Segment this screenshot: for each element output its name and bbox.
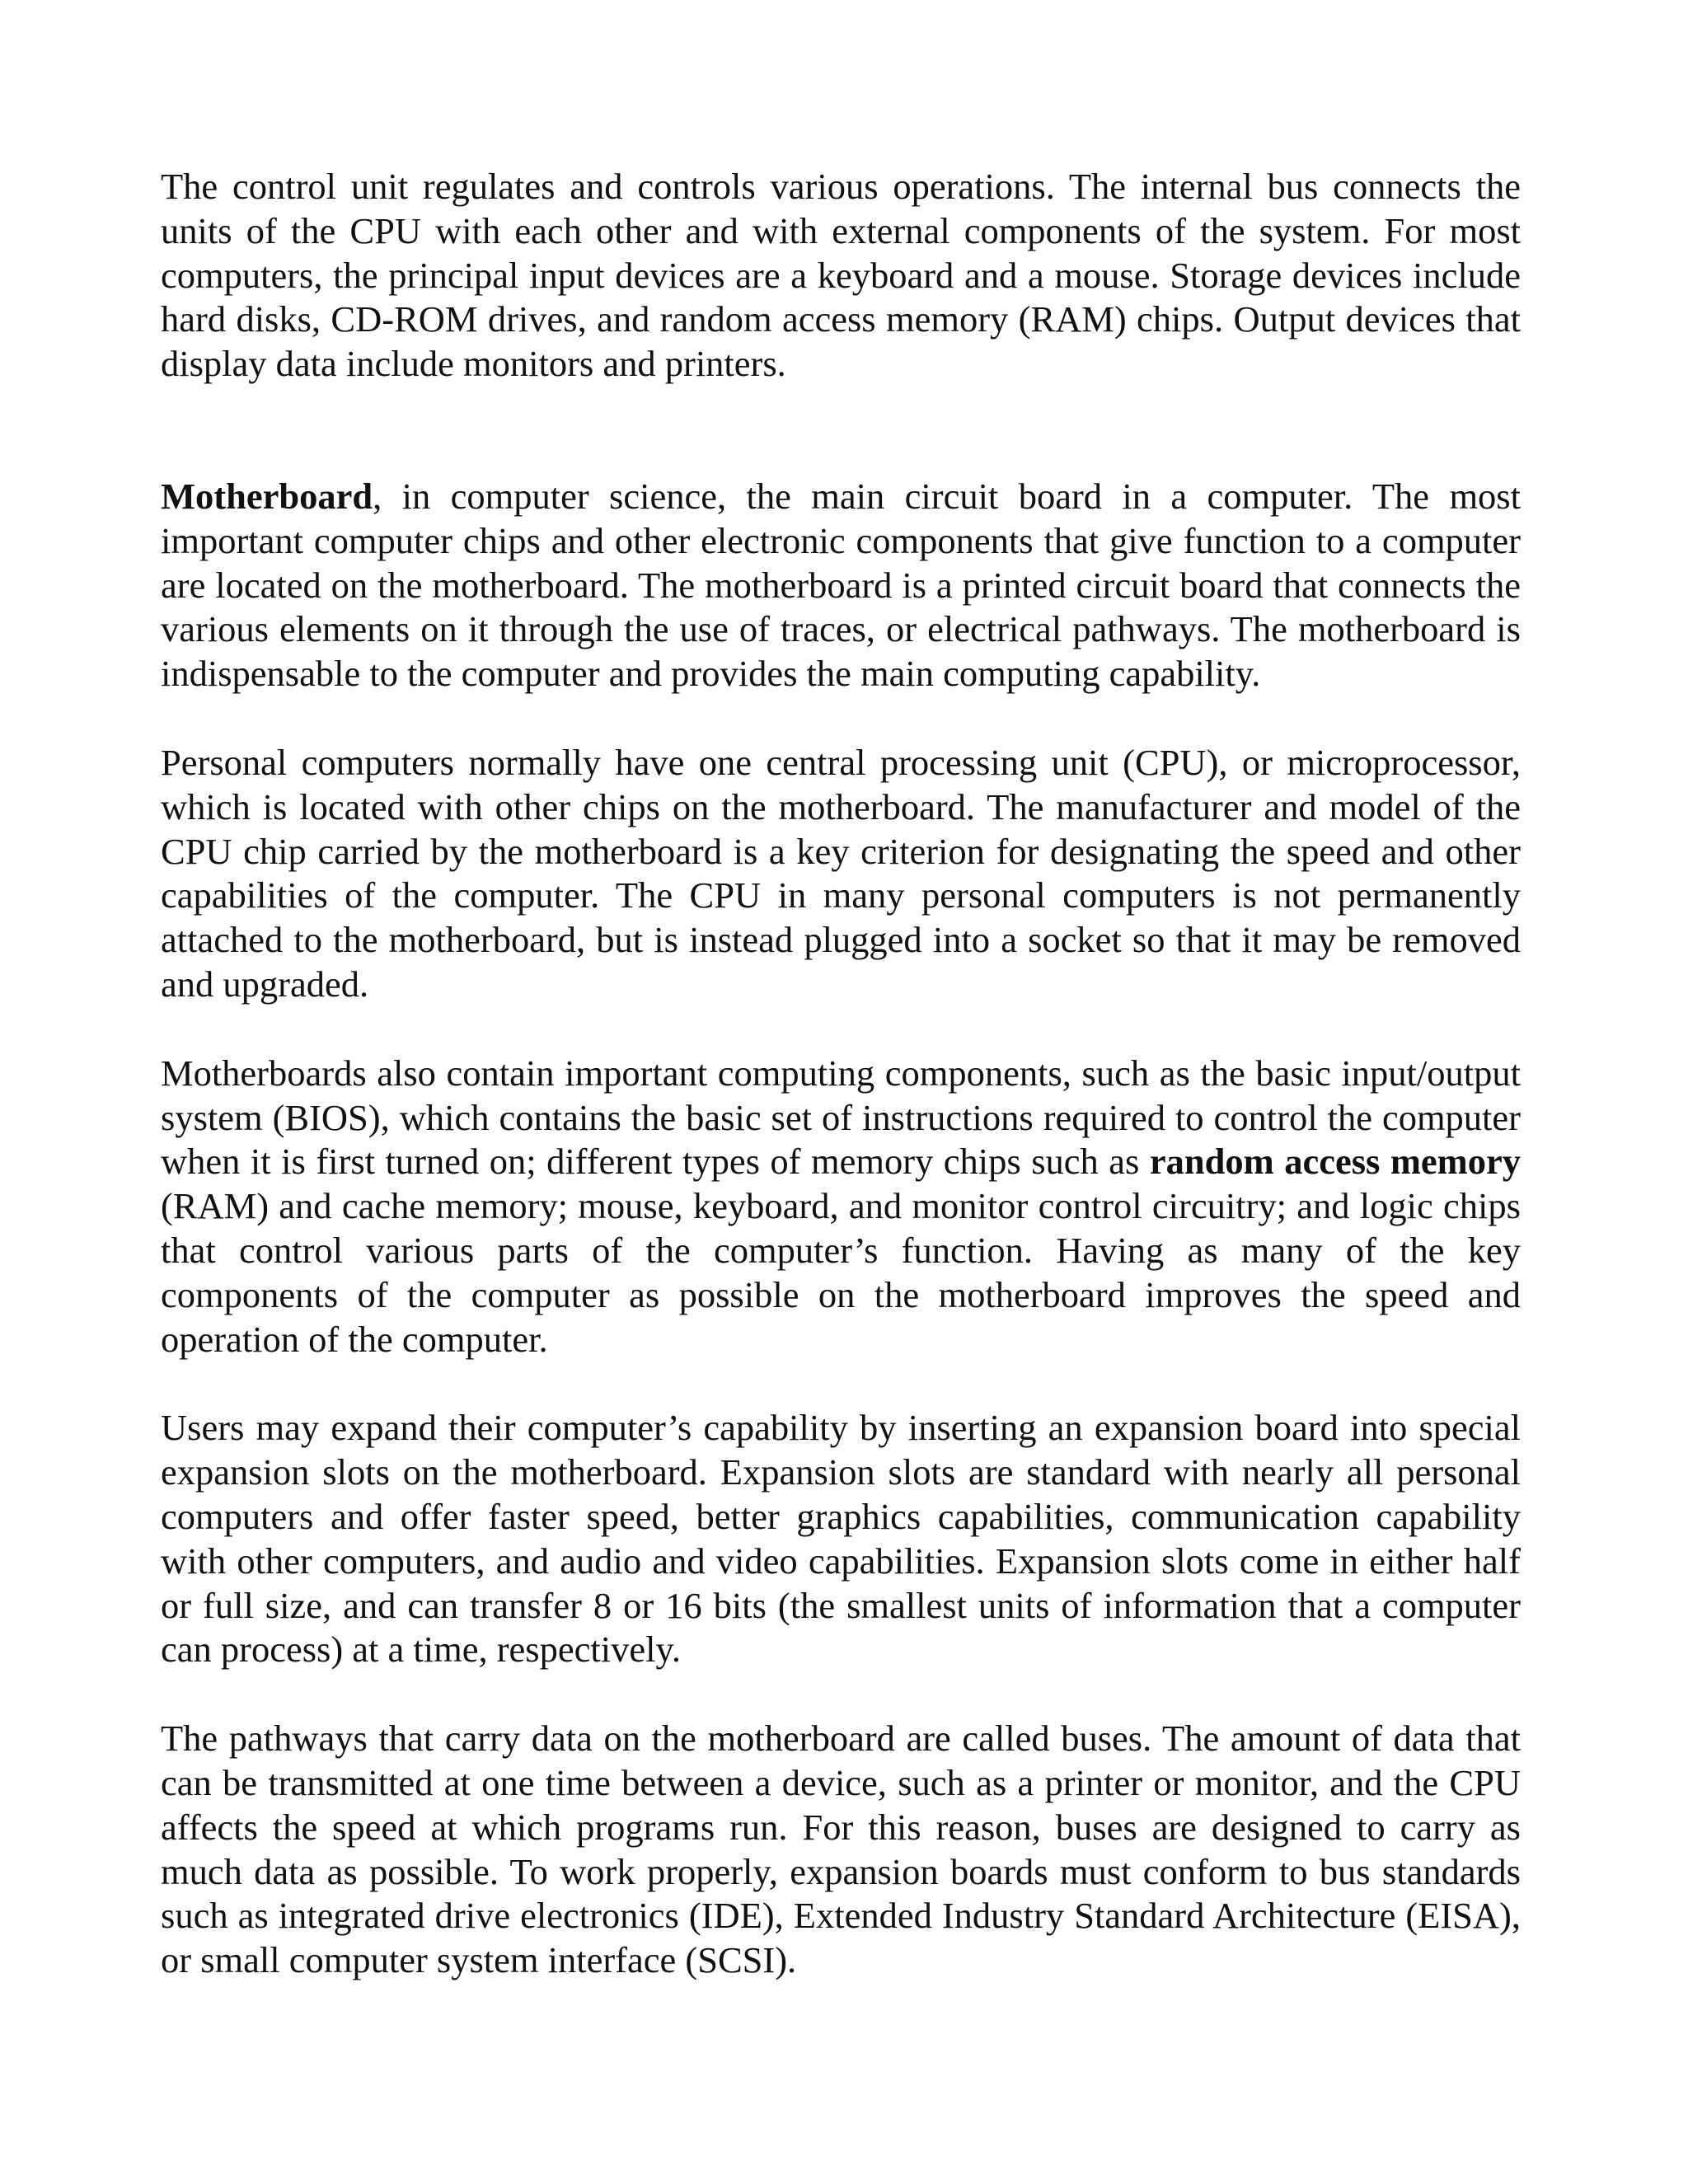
paragraph-components <box>161 1052 1521 1362</box>
paragraph-control-unit <box>161 165 1521 387</box>
paragraph-motherboard-definition <box>161 475 1521 696</box>
bold-term-random-access-memory: random access memory <box>1149 1141 1521 1183</box>
document-page <box>161 165 1521 1983</box>
paragraph-cpu <box>161 741 1521 1007</box>
paragraph-expansion-slots <box>161 1406 1521 1672</box>
bold-term-motherboard: Motherboard <box>161 475 373 517</box>
paragraph-text: Users may expand their computer’s capability by inserting an expansion board into special expansion slots on the motherboard. Expansion slots are standard with nearly all personal computers and offer faster speed, better graphics capabilities, communication capability with other computers, and audio and video capabilities. Expansion slots come in either half or full size, and can transfer 8 or 16 bits (the smallest units of information that a computer can process) at a time, respectively. <box>161 1407 1521 1671</box>
paragraph-buses <box>161 1717 1521 1983</box>
paragraph-text: Personal computers normally have one central processing unit (CPU), or microprocessor, which is located with other chips on the motherboard. The manufacturer and model of the CPU chip carried by the motherboard is a key criterion for designating the speed and other capabilities of the computer. The CPU in many personal computers is not permanently attached to the motherboard, but is instead plugged into a socket so that it may be removed and upgraded. <box>161 741 1521 1005</box>
paragraph-text: The pathways that carry data on the motherboard are called buses. The amount of data that can be transmitted at one time between a device, such as a printer or monitor, and the CPU affects the speed at which programs run. For this reason, buses are designed to carry as much data as possible. To work properly, expansion boards must conform to bus standards such as integrated drive electronics (IDE), Extended Industry Standard Architecture (EISA), or small computer system interface (SCSI). <box>161 1718 1521 1981</box>
paragraph-text-before: Motherboards also contain important computing components, such as the basic input/output system (BIOS), which contains the basic set of instructions required to control the computer when it is first turned on; different types of memory chips such as <box>161 1052 1521 1183</box>
paragraph-text-after: (RAM) and cache memory; mouse, keyboard, and monitor control circuitry; and logic chips that control various parts of the computer’s function. Having as many of the key components of the computer as possible on the motherboard improves the speed and operation of the computer. <box>161 1185 1521 1360</box>
paragraph-text: , in computer science, the main circuit board in a computer. The most important computer chips and other electronic components that give function to a computer are located on the motherboard. The motherboard is a printed circuit board that connects the various elements on it through the use of traces, or electrical pathways. The motherboard is indispensable to the computer and provides the main computing capability. <box>161 475 1521 695</box>
paragraph-text: The control unit regulates and controls various operations. The internal bus connects the units of the CPU with each other and with external components of the system. For most computers, the principal input devices are a keyboard and a mouse. Storage devices include hard disks, CD-ROM drives, and random access memory (RAM) chips. Output devices that display data include monitors and printers. <box>161 166 1521 385</box>
